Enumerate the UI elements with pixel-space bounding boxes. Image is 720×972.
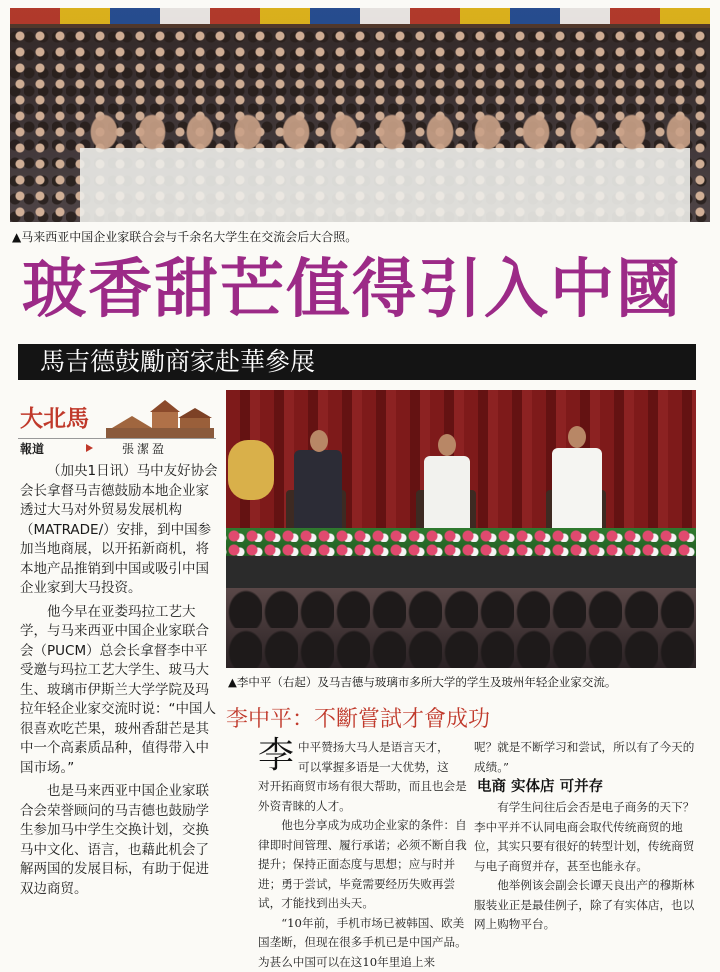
body-paragraph: 呢？就是不断学习和尝试，所以有了今天的成绩。”	[474, 738, 696, 777]
subheadline: 馬吉德鼓勵商家赴華參展	[40, 346, 315, 378]
audience	[226, 588, 696, 668]
banner-flags	[10, 8, 710, 24]
left-column	[20, 462, 218, 899]
second-line: 可以掌握多语是一大优势，这	[258, 758, 470, 778]
reporter-label: 報道	[20, 440, 44, 457]
reporter-name: 張潔盈	[122, 440, 167, 457]
body-paragraph: 他举例该会副会长谭天良出产的穆斯林服装业正是最佳例子，除了有实体店，也以网上购物平台。	[474, 876, 696, 935]
top-photo-caption: ▲马来西亚中国企业家联合会与千余名大学生在交流会后大合照。	[12, 228, 357, 245]
drop-cap: 李	[258, 738, 294, 774]
body-paragraph: 对开拓商贸市场有很大帮助，而且也会是外资青睐的人才。	[258, 777, 470, 816]
floral-decoration	[228, 440, 274, 500]
main-headline: 玻香甜芒值得引入中國	[22, 252, 682, 328]
right-column	[474, 738, 696, 777]
speaker-head	[568, 426, 586, 448]
right-column-lower	[474, 798, 696, 935]
speaker-left	[294, 450, 342, 532]
section-logo	[18, 398, 216, 462]
middle-column	[258, 738, 470, 972]
speaker-head	[310, 430, 328, 452]
stage-photo	[226, 390, 696, 668]
first-line: 中平赞扬大马人是语言天才，	[258, 738, 470, 758]
body-paragraph: 有学生问往后会否是电子商务的天下？李中平并不认同电商会取代传统商贸的地位，其实只要有很好的转型计划，传统商贸与电子商贸并存，甚至也能永存。	[474, 798, 696, 876]
body-paragraph: “10年前，手机市场已被韩国、欧美国垄断，但现在很多手机已是中国产品。为甚么中国可以在这10年里追上来	[258, 914, 470, 972]
section-title: 大北馬	[20, 400, 89, 433]
logo-divider	[18, 438, 216, 439]
mid-photo-caption: ▲李中平（右起）及马吉德与玻璃市多所大学的学生及玻州年轻企业家交流。	[228, 674, 616, 690]
stage-flowers	[226, 528, 696, 556]
lead-paragraph: （加央1日讯）马中友好协会会长拿督马吉德鼓励本地企业家透过大马对外贸易发展机构（MATRADE/）安排，到中国参加当地商展，以开拓新商机，将本地产品推销到中国或吸引中国企业家到大马投资。	[20, 462, 218, 599]
group-photo	[10, 8, 710, 222]
body-paragraph: 他也分享成为成功企业家的条件：自律即时间管理、履行承诺；必须不断自我提升；保持正面态度与思想；应与时并进；勇于尝试，毕竟需要经历失败再尝试，才能找到出头天。	[258, 816, 470, 914]
castle-icon	[106, 398, 214, 438]
subheadline-bar	[18, 344, 696, 380]
interview-heading: 李中平：不斷嘗試才會成功	[226, 702, 490, 733]
front-row-guests	[80, 112, 690, 222]
speaker-head	[438, 434, 456, 456]
section-heading: 电商 实体店 可并存	[477, 775, 603, 796]
body-paragraph: 他今早在亚娄玛拉工艺大学，与马来西亚中国企业家联合会（PUCM）总会长拿督李中平受邀与玛拉工艺大学生、玻马大生、玻璃市伊斯兰大学学院及玛拉年轻企业家交流时说：“中国人很喜欢吃芒果，玻州香甜芒是其中一个高素质品种，值得带入中国市场。”	[20, 603, 218, 779]
speaker-right	[552, 448, 602, 532]
arrow-icon	[86, 444, 93, 452]
body-paragraph: 也是马来西亚中国企业家联合会荣誉顾问的马吉德也鼓励学生参加马中学生交换计划，交换马中文化、语言，也藉此机会了解两国的发展目标，有助于促进双边商贸。	[20, 782, 218, 899]
speaker-center	[424, 456, 470, 532]
